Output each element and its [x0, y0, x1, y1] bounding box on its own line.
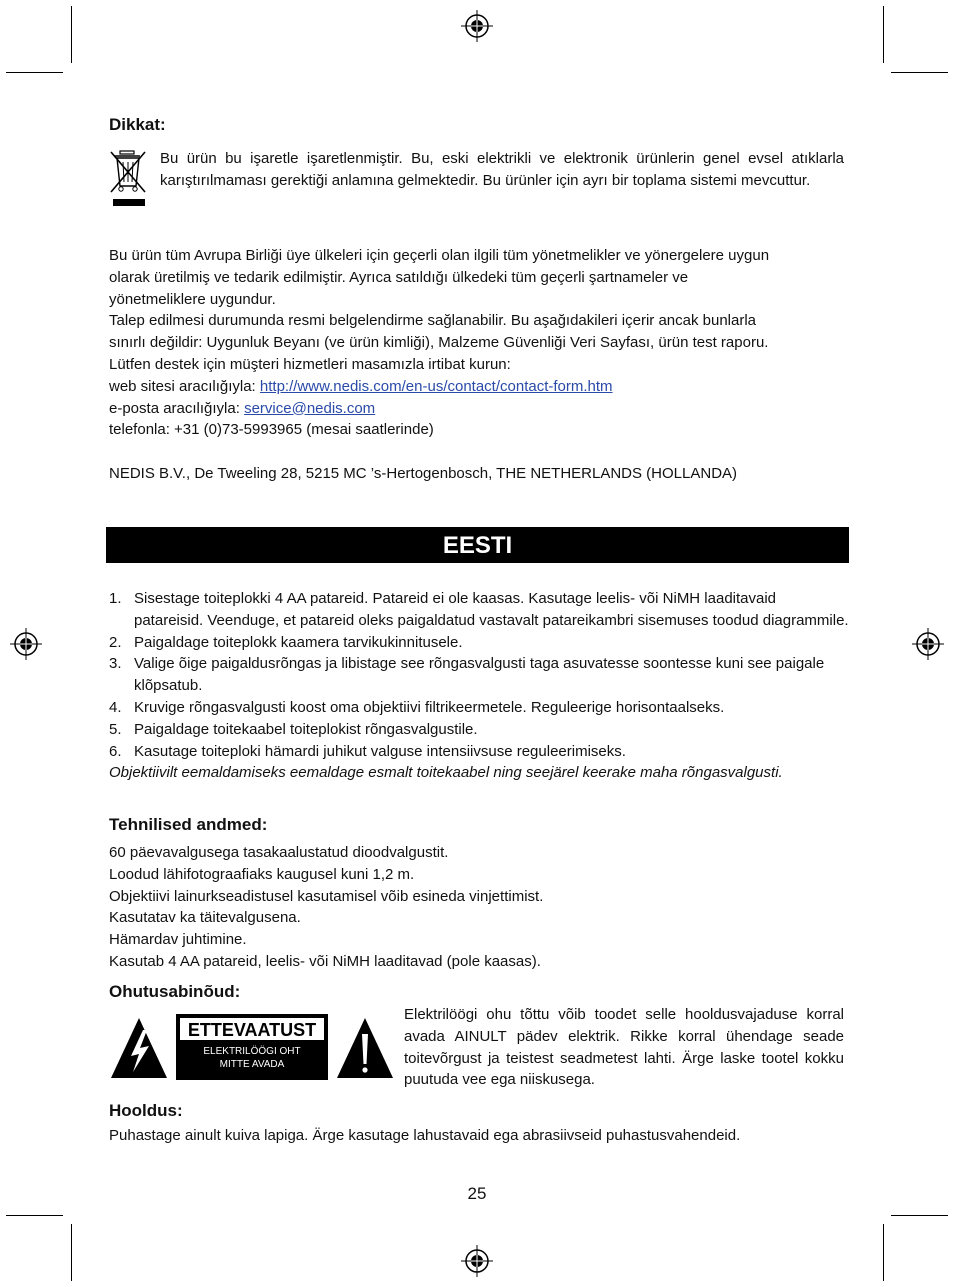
registration-mark-icon: [10, 628, 42, 660]
exclamation-warning-icon: [335, 1016, 395, 1080]
step-number: 6.: [109, 742, 122, 760]
step-number: 1.: [109, 590, 122, 607]
crop-mark: [891, 72, 948, 73]
text-line: Bu ürün tüm Avrupa Birliği üye ülkeleri için geçerli olan ilgili tüm yönetmelikler ve yönergelere uygun: [109, 247, 770, 264]
spec-line: Loodud lähifotograafiaks kaugusel kuni 1,2 m.: [109, 865, 415, 883]
step-number: 3.: [109, 655, 122, 673]
registration-mark-icon: [912, 628, 944, 660]
text-line: Lütfen destek için müşteri hizmetleri masamızla irtibat kurun:: [109, 355, 511, 373]
removal-note: Objektiivilt eemaldamiseks eemaldage esmalt toitekaabel ning seejärel keerake maha rõngasvalgusti.: [109, 764, 783, 782]
lightning-warning-icon: [109, 1016, 169, 1080]
web-label: web sitesi aracılığıyla:: [109, 377, 260, 395]
text-line: yönetmeliklere uygundur.: [109, 290, 276, 308]
company-address: NEDIS B.V., De Tweeling 28, 5215 MC ’s-Hertogenbosch, THE NETHERLANDS (HOLLANDA): [109, 465, 738, 482]
caution-title: ETTEVAATUST: [179, 1017, 325, 1041]
text-line: Talep edilmesi durumunda resmi belgelendirme sağlanabilir. Bu aşağıdakileri içerir ancak bunlarla: [109, 312, 757, 330]
step-number: 2.: [109, 633, 122, 651]
instructions-list: [109, 588, 849, 784]
language-banner: EESTI: [106, 527, 849, 563]
email-contact-line: [109, 398, 849, 420]
weee-notice-text: Bu ürün bu işaretle işaretlenmiştir. Bu, eski elektrikli ve elektronik ürünlerin genel evsel atıklarla karıştırılmaması gerektiği anlamına gelmektedir. Bu ürünler için ayrı bir toplama sistemi mevcuttur.: [160, 150, 844, 189]
step-text: Kruvige rõngasvalgusti koost oma objektiivi filtrikeermetele. Reguleerige horisontaalseks.: [134, 698, 725, 716]
list-item: [109, 632, 849, 654]
phone-contact-line: telefonla: +31 (0)73-5993965 (mesai saatlerinde): [109, 421, 434, 439]
list-item: [109, 719, 849, 741]
web-contact-line: [109, 376, 849, 398]
step-text: Valige õige paigaldusrõngas ja libistage see rõngasvalgusti taga asuvatesse soontesse kuni see paigale klõpsatub.: [134, 655, 825, 695]
section-heading-safety: Ohutusabinõud:: [109, 982, 241, 1001]
email-label: e-posta aracılığıyla:: [109, 399, 245, 417]
crossed-bin-icon: [108, 148, 148, 210]
section-heading-care: Hooldus:: [109, 1101, 183, 1120]
registration-mark-icon: [461, 1245, 493, 1277]
caution-subtitle-line: ELEKTRILÖÖGI OHT: [203, 1046, 301, 1057]
step-text: Sisestage toiteplokki 4 AA patareid. Patareid ei ole kaasas. Kasutage leelis- või NiMH laaditavaid patareisid. Veenduge, et patareid oleks paigaldatud vastavalt patareikambri sisemuses toodud diagrammile.: [134, 590, 849, 629]
page-number: 25: [467, 1184, 487, 1203]
crop-mark: [6, 72, 63, 73]
text-line: olarak üretilmiş ve tedarik edilmiştir. Ayrıca satıldığı ülkedeki tüm geçerli şartnameler ve: [109, 268, 689, 286]
caution-label: [176, 1014, 328, 1080]
crop-mark: [71, 1224, 72, 1281]
care-text: Puhastage ainult kuiva lapiga. Ärge kasutage lahustavaid ega abrasiivseid puhastusvahendeid.: [109, 1127, 741, 1144]
list-item: [109, 588, 849, 632]
specs-list: [109, 842, 849, 973]
crop-mark: [891, 1215, 948, 1216]
list-item: [109, 697, 849, 719]
step-number: 4.: [109, 698, 122, 716]
step-text: Paigaldage toitekaabel toiteplokist rõngasvalgustile.: [134, 720, 478, 738]
step-text: Paigaldage toiteplokk kaamera tarvikukinnitusele.: [134, 633, 463, 651]
registration-mark-icon: [461, 10, 493, 42]
spec-line: Kasutab 4 AA patareid, leelis- või NiMH laaditavad (pole kaasas).: [109, 952, 541, 970]
spec-line: 60 päevavalgusega tasakaalustatud dioodvalgustit.: [109, 844, 449, 861]
safety-text: Elektrilöögi ohu tõttu võib toodet selle hooldusvajaduse korral avada AINULT pädev elektrik. Rikke korral ühendage seade toitevõrgust ja teistest seadmetest lahti. Ärge laske tootel kokku puutuda vee ega niiskusega.: [404, 1006, 844, 1089]
text-line: sınırlı değildir: Uygunluk Beyanı (ve ürün kimliği), Malzeme Güvenliği Veri Sayfası, ürün test raporu.: [109, 334, 769, 352]
crop-mark: [71, 6, 72, 63]
section-heading-specs: Tehnilised andmed:: [109, 815, 268, 834]
contact-form-link[interactable]: http://www.nedis.com/en-us/contact/contact-form.htm: [259, 377, 613, 395]
spec-line: Hämardav juhtimine.: [109, 931, 247, 949]
list-item: [109, 653, 849, 697]
crop-mark: [883, 1224, 884, 1281]
crop-mark: [883, 6, 884, 63]
email-link[interactable]: service@nedis.com: [244, 399, 376, 417]
crop-mark: [6, 1215, 63, 1216]
section-heading-dikkat: Dikkat:: [109, 115, 166, 134]
list-item: [109, 741, 849, 763]
spec-line: Kasutatav ka täitevalgusena.: [109, 909, 301, 927]
step-number: 5.: [109, 720, 122, 738]
caution-subtitle: [176, 1045, 328, 1071]
step-text: Kasutage toiteploki hämardi juhikut valguse intensiivsuse reguleerimiseks.: [134, 742, 626, 760]
caution-subtitle-line: MITTE AVADA: [219, 1059, 285, 1070]
spec-line: Objektiivi lainurkseadistusel kasutamisel võib esineda vinjettimist.: [109, 887, 544, 905]
compliance-text: [109, 245, 849, 441]
